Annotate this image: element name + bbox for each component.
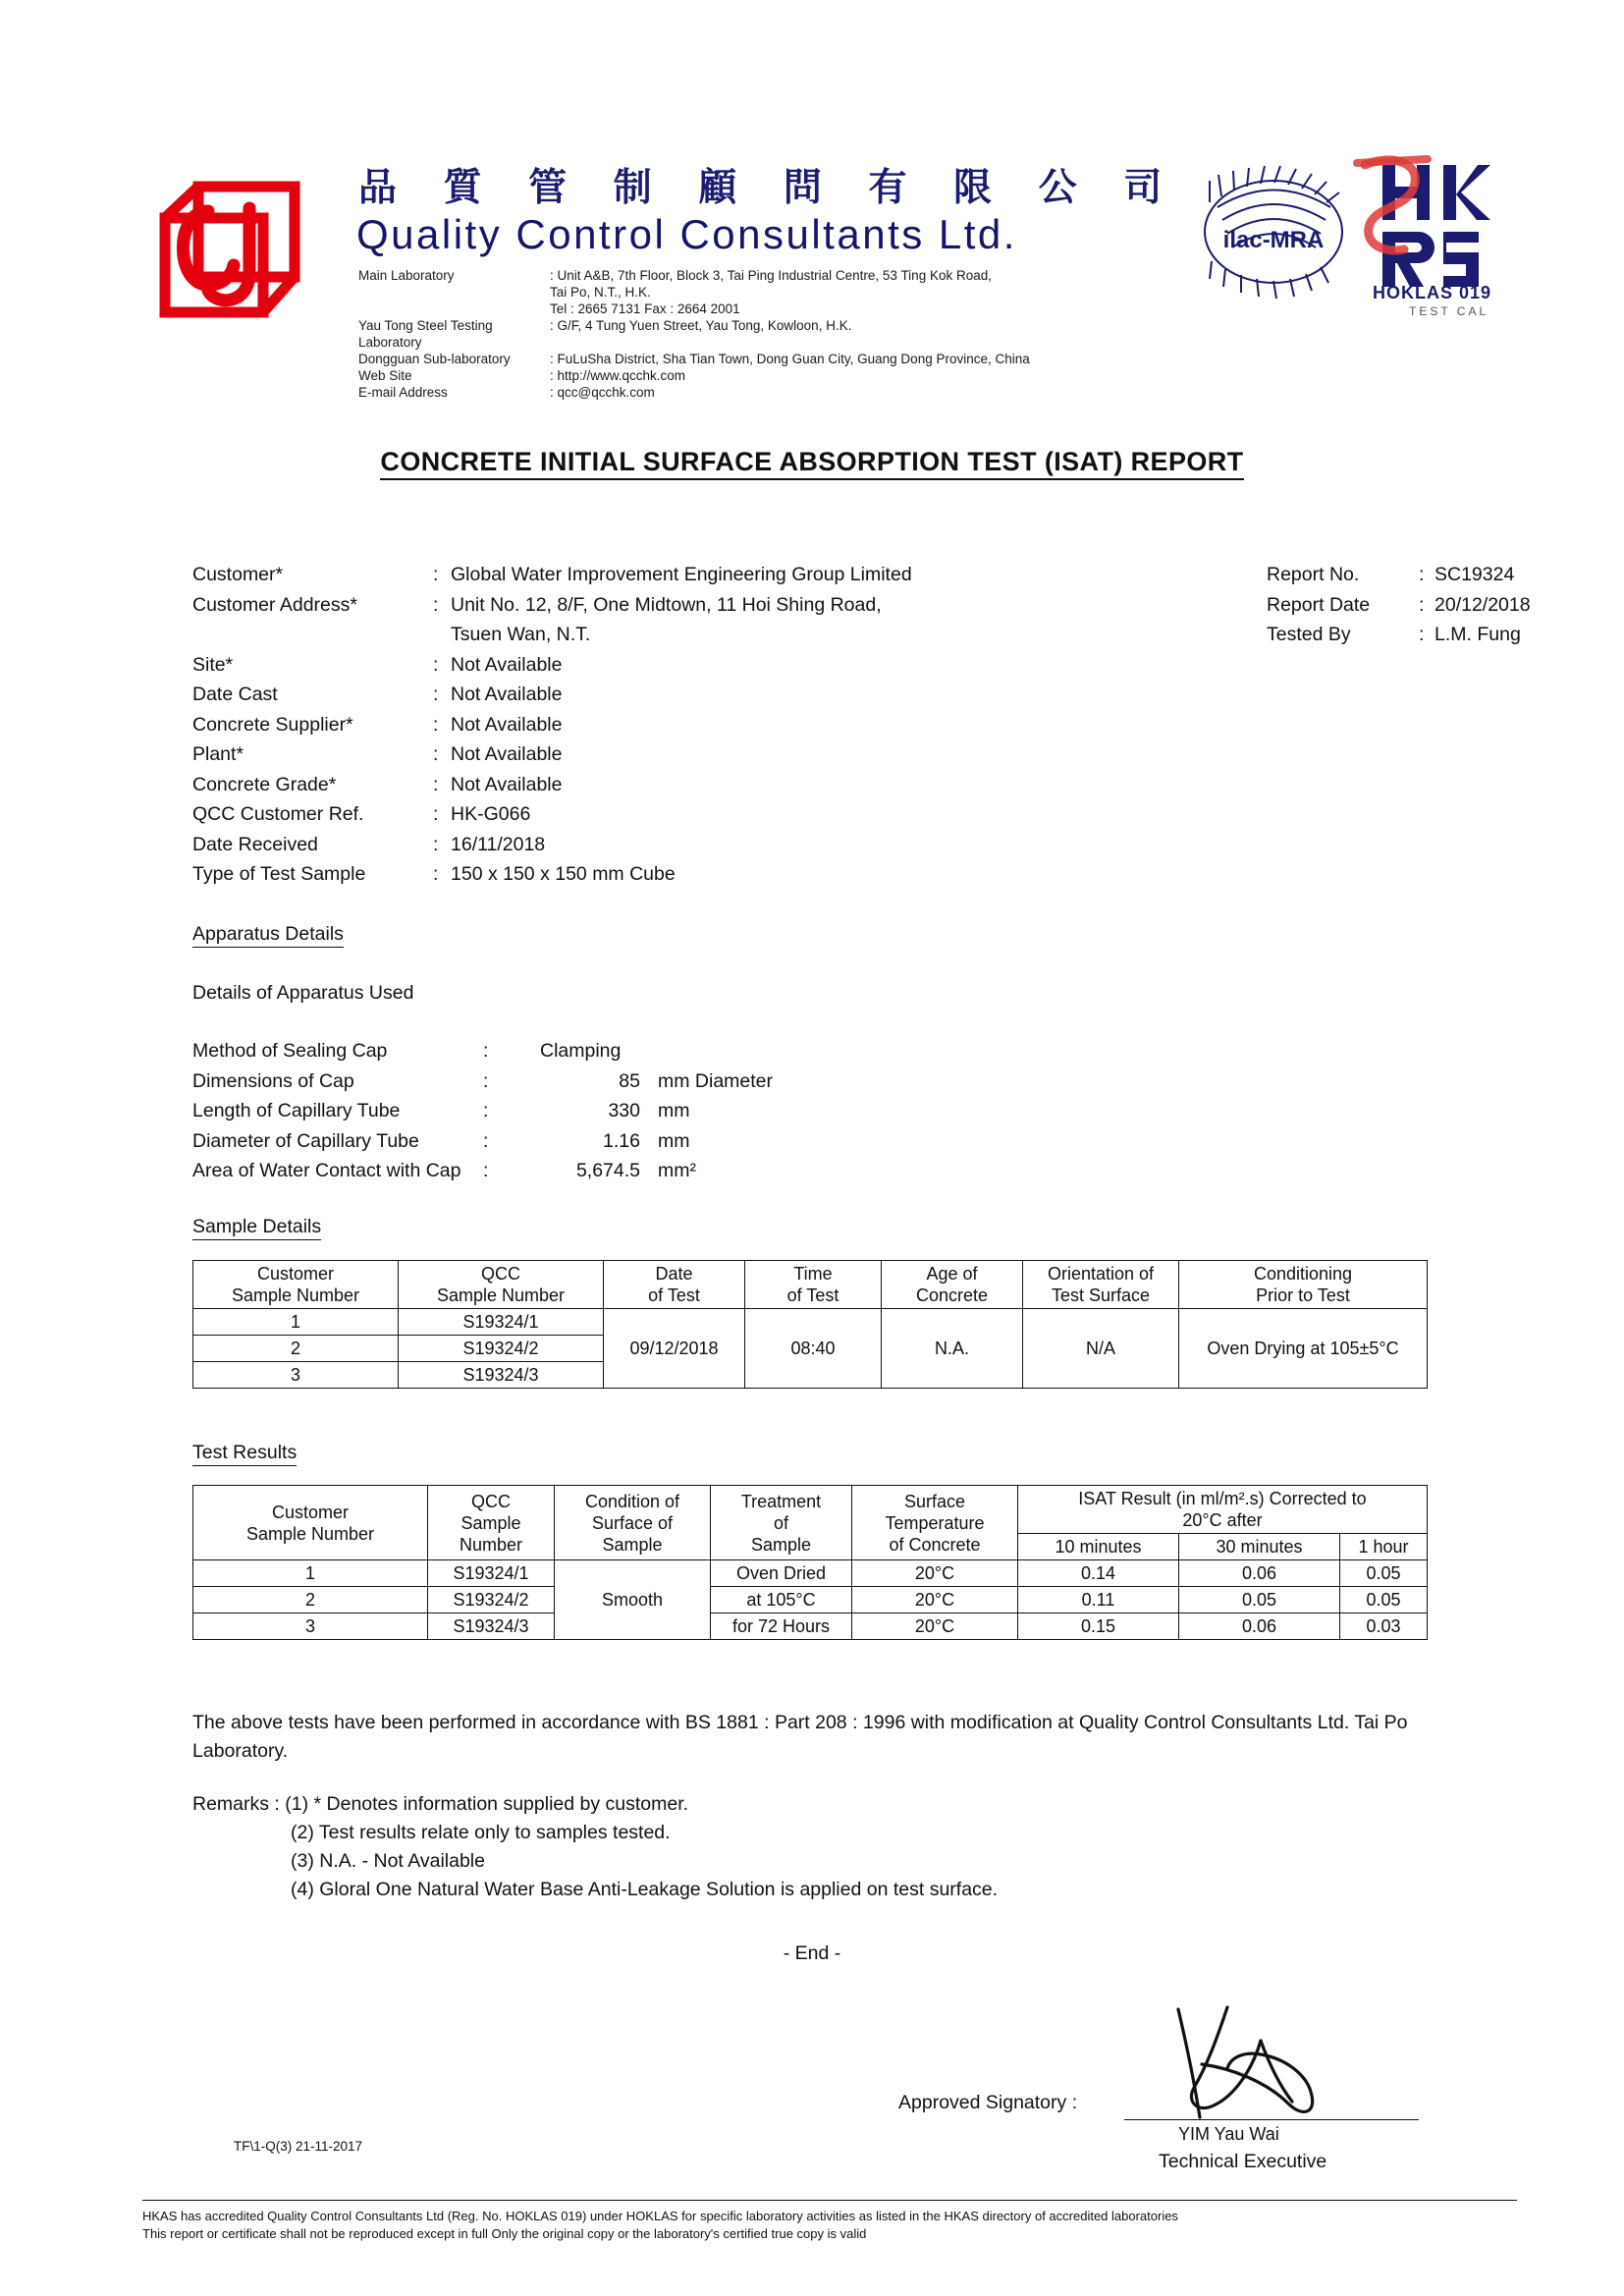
header-cell	[193, 1261, 399, 1309]
header-cell-customer-sample-number	[193, 1486, 428, 1560]
info-value: HK-G066	[451, 803, 531, 825]
cell-isat-10min: 0.15	[1018, 1613, 1179, 1640]
company-address-block	[358, 267, 1183, 401]
address-row	[358, 301, 1183, 317]
table-header-row	[193, 1486, 1428, 1534]
apparatus-colon: :	[483, 1040, 489, 1062]
apparatus-value: 1.16	[603, 1129, 640, 1152]
address-label: Main Laboratory	[358, 268, 455, 283]
address-value: : Unit A&B, 7th Floor, Block 3, Tai Ping Industrial Centre, 53 Ting Kok Road,	[550, 268, 992, 283]
report-meta-key: Report No.	[1267, 564, 1360, 585]
address-label: Web Site	[358, 368, 412, 383]
header-cell-surface-temperature	[852, 1486, 1018, 1560]
cell-treatment-line: at 105°C	[711, 1587, 852, 1613]
apparatus-row	[192, 1156, 1076, 1186]
info-value-continuation: Tsuen Wan, N.T.	[451, 624, 591, 645]
report-meta-value: SC19324	[1435, 564, 1515, 585]
address-value: : qcc@qcchk.com	[550, 385, 655, 400]
footer-line: HKAS has accredited Quality Control Consultants Ltd (Reg. No. HOKLAS 019) under HOKLAS for specific laboratory activities as listed in the HKAS directory of accredited laboratories	[142, 2209, 1178, 2223]
apparatus-key: Diameter of Capillary Tube	[192, 1129, 419, 1152]
info-key: Concrete Supplier*	[192, 713, 353, 736]
apparatus-colon: :	[483, 1160, 489, 1181]
cell-isat-30min: 0.06	[1179, 1613, 1340, 1640]
header-line: Surface of	[591, 1512, 674, 1533]
address-value: : FuLuSha District, Sha Tian Town, Dong Guan City, Guang Dong Province, China	[550, 352, 1030, 366]
info-colon: :	[433, 803, 439, 825]
header-cell-30-minutes: 30 minutes	[1179, 1534, 1340, 1560]
info-value: 16/11/2018	[451, 833, 546, 855]
address-label: E-mail Address	[358, 385, 448, 400]
cell-customer-sample-number: 2	[193, 1336, 399, 1362]
header-cell-10-minutes: 10 minutes	[1018, 1534, 1179, 1560]
info-colon: :	[433, 593, 439, 616]
header-line: Sample Number	[245, 1523, 375, 1544]
info-colon: :	[433, 833, 439, 855]
header-cell-treatment	[711, 1486, 852, 1560]
cell-isat-1hour: 0.05	[1340, 1560, 1428, 1587]
header-cell-1-hour: 1 hour	[1340, 1534, 1428, 1560]
address-value: : G/F, 4 Tung Yuen Street, Yau Tong, Kowloon, H.K.	[550, 318, 852, 333]
cell-customer-sample-number: 1	[193, 1309, 399, 1336]
cell-qcc-sample-number: S19324/2	[428, 1587, 555, 1613]
cell-age-of-concrete: N.A.	[882, 1309, 1023, 1389]
info-value: Global Water Improvement Engineering Group Limited	[451, 564, 912, 585]
header-line: Concrete	[915, 1285, 989, 1305]
header-line: Condition of	[584, 1491, 680, 1511]
cell-qcc-sample-number: S19324/2	[399, 1336, 604, 1362]
header-cell	[1179, 1261, 1428, 1309]
cell-isat-10min: 0.11	[1018, 1587, 1179, 1613]
info-colon: :	[433, 653, 439, 676]
apparatus-colon: :	[483, 1129, 489, 1152]
cell-qcc-sample-number: S19324/3	[428, 1613, 555, 1640]
signature-line	[1124, 2119, 1419, 2120]
cell-isat-30min: 0.05	[1179, 1587, 1340, 1613]
cell-customer-sample-number: 3	[193, 1362, 399, 1389]
address-value: : http://www.qcchk.com	[550, 368, 686, 383]
signatory-role: Technical Executive	[1159, 2151, 1327, 2172]
hoklas-scope-label: TEST CAL	[1409, 304, 1489, 318]
header-line: Conditioning	[1253, 1264, 1353, 1284]
header-line: Customer	[271, 1502, 350, 1522]
report-meta-value: L.M. Fung	[1435, 624, 1521, 645]
report-meta-key: Report Date	[1267, 593, 1371, 616]
info-row	[192, 739, 1076, 770]
header-line: Sample Number	[231, 1285, 360, 1305]
meta-colon: :	[1419, 593, 1425, 616]
apparatus-unit: mm Diameter	[658, 1069, 774, 1092]
apparatus-row	[192, 1066, 1076, 1097]
header-line: Customer	[256, 1264, 335, 1284]
info-row	[192, 680, 1076, 710]
info-value: Not Available	[451, 773, 563, 795]
apparatus-key: Dimensions of Cap	[192, 1069, 354, 1092]
remarks-block	[192, 1790, 1430, 1904]
document-header	[147, 157, 1502, 403]
meta-colon: :	[1419, 564, 1425, 585]
table-row	[193, 1560, 1428, 1587]
header-line: Date	[655, 1264, 693, 1284]
header-line: of	[773, 1512, 788, 1533]
header-line: 20°C after	[1182, 1510, 1263, 1530]
cell-customer-sample-number: 1	[193, 1560, 428, 1587]
cell-orientation: N/A	[1023, 1309, 1179, 1389]
address-value: Tel : 2665 7131 Fax : 2664 2001	[550, 301, 740, 316]
company-name-chinese: 品 質 管 制 顧 問 有 限 公 司	[358, 166, 1179, 210]
info-row	[192, 590, 1076, 621]
header-line: Number	[459, 1534, 523, 1555]
approved-signatory-label: Approved Signatory :	[898, 2092, 1078, 2113]
info-value: Not Available	[451, 713, 563, 736]
info-key: Type of Test Sample	[192, 863, 366, 885]
info-value: Not Available	[451, 743, 563, 765]
form-code: TF\1-Q(3) 21-11-2017	[234, 2139, 363, 2154]
header-line: Time	[793, 1264, 833, 1284]
header-cell	[882, 1261, 1023, 1309]
info-value: 150 x 150 x 150 mm Cube	[451, 863, 676, 885]
info-key: Date Cast	[192, 683, 278, 705]
info-row	[192, 560, 1076, 590]
ilac-mra-logo-icon	[1188, 163, 1360, 320]
cell-surface-temperature: 20°C	[852, 1560, 1018, 1587]
info-row	[192, 620, 1076, 650]
table-header-row	[193, 1261, 1428, 1309]
apparatus-value: 330	[608, 1100, 640, 1121]
address-label	[358, 301, 550, 317]
table-row	[193, 1587, 1428, 1613]
address-value: Tai Po, N.T., H.K.	[550, 285, 651, 300]
address-row	[358, 317, 1183, 351]
header-line: QCC	[471, 1491, 511, 1511]
header-line: of Test	[786, 1285, 839, 1305]
report-meta-row	[1267, 590, 1591, 621]
info-row	[192, 770, 1076, 800]
header-line: Surface	[903, 1491, 966, 1511]
info-row	[192, 710, 1076, 740]
apparatus-unit: mm²	[658, 1160, 696, 1181]
apparatus-row	[192, 1096, 1076, 1126]
cell-condition-of-surface: Smooth	[555, 1560, 711, 1640]
header-cell	[1023, 1261, 1179, 1309]
remarks-line: (4) Gloral One Natural Water Base Anti-Leakage Solution is applied on test surface.	[291, 1879, 999, 1900]
info-colon: :	[433, 773, 439, 795]
signature-icon	[1159, 2003, 1384, 2131]
info-key: Plant*	[192, 743, 244, 765]
info-key: QCC Customer Ref.	[192, 803, 364, 825]
info-colon: :	[433, 743, 439, 765]
info-key: Concrete Grade*	[192, 773, 337, 795]
header-cell-condition-of-surface	[555, 1486, 711, 1560]
page-footer	[142, 2200, 1517, 2243]
page-title	[0, 447, 1624, 477]
address-row	[358, 351, 1183, 367]
address-row	[358, 284, 1183, 301]
end-marker: - End -	[783, 1942, 841, 1964]
ilac-text: ilac-MRA	[1222, 227, 1325, 253]
report-meta-row	[1267, 560, 1591, 590]
header-line: Sample	[750, 1534, 812, 1555]
cell-isat-1hour: 0.03	[1340, 1613, 1428, 1640]
info-key: Customer Address*	[192, 593, 357, 616]
header-line: Sample Number	[436, 1285, 566, 1305]
report-meta-block	[1267, 560, 1591, 650]
address-label: Yau Tong Steel Testing Laboratory	[358, 318, 493, 350]
apparatus-key: Area of Water Contact with Cap	[192, 1160, 461, 1181]
info-colon: :	[433, 863, 439, 885]
info-value: Not Available	[451, 653, 563, 676]
info-row	[192, 799, 1076, 830]
info-row	[192, 859, 1076, 890]
apparatus-colon: :	[483, 1069, 489, 1092]
remarks-line: (2) Test results relate only to samples tested.	[291, 1822, 671, 1843]
cell-isat-1hour: 0.05	[1340, 1587, 1428, 1613]
cell-qcc-sample-number: S19324/1	[428, 1560, 555, 1587]
header-line: Prior to Test	[1256, 1285, 1350, 1305]
apparatus-value: 5,674.5	[575, 1160, 640, 1181]
info-colon: :	[433, 564, 439, 585]
remarks-line: (3) N.A. - Not Available	[291, 1850, 485, 1872]
test-results-table	[192, 1485, 1428, 1640]
section-heading-test-results: Test Results	[192, 1442, 297, 1466]
address-row	[358, 384, 1183, 401]
cell-qcc-sample-number: S19324/1	[399, 1309, 604, 1336]
cell-treatment-line: for 72 Hours	[711, 1613, 852, 1640]
header-line: Sample	[460, 1512, 521, 1533]
info-colon: :	[433, 713, 439, 736]
header-cell-isat-result	[1018, 1486, 1428, 1534]
info-row	[192, 650, 1076, 681]
cell-conditioning: Oven Drying at 105±5°C	[1179, 1309, 1428, 1389]
header-line: Temperature	[885, 1512, 985, 1533]
cell-customer-sample-number: 2	[193, 1587, 428, 1613]
apparatus-colon: :	[483, 1100, 489, 1121]
remarks-line: Remarks : (1) * Denotes information supplied by customer.	[192, 1793, 689, 1815]
cell-treatment-line: Oven Dried	[711, 1560, 852, 1587]
header-cell	[604, 1261, 745, 1309]
header-line: Orientation of	[1047, 1264, 1155, 1284]
report-meta-row	[1267, 620, 1591, 650]
apparatus-unit: mm	[658, 1129, 690, 1152]
table-row	[193, 1309, 1428, 1336]
header-cell-qcc-sample-number	[428, 1486, 555, 1560]
info-row	[192, 830, 1076, 860]
table-row	[193, 1613, 1428, 1640]
info-colon: :	[433, 683, 439, 705]
section-heading-sample-details: Sample Details	[192, 1216, 321, 1240]
address-row	[358, 367, 1183, 384]
company-name-english: Quality Control Consultants Ltd.	[356, 211, 1017, 257]
cell-isat-10min: 0.14	[1018, 1560, 1179, 1587]
info-key: Date Received	[192, 833, 318, 855]
apparatus-unit	[658, 1036, 1076, 1066]
header-line: Test Surface	[1051, 1285, 1151, 1305]
signatory-name: YIM Yau Wai	[1178, 2124, 1279, 2144]
info-key: Customer*	[192, 564, 284, 585]
sample-details-table	[192, 1260, 1428, 1389]
apparatus-row	[192, 1126, 1076, 1157]
cell-time-of-test: 08:40	[745, 1309, 882, 1389]
address-label	[358, 284, 550, 301]
info-value: Unit No. 12, 8/F, One Midtown, 11 Hoi Shing Road,	[451, 593, 882, 616]
cell-surface-temperature: 20°C	[852, 1587, 1018, 1613]
info-value: Not Available	[451, 683, 563, 705]
cell-surface-temperature: 20°C	[852, 1613, 1018, 1640]
page-title-text: CONCRETE INITIAL SURFACE ABSORPTION TEST (ISAT) REPORT	[380, 447, 1243, 480]
header-cell	[399, 1261, 604, 1309]
apparatus-value: 85	[619, 1069, 640, 1092]
cell-qcc-sample-number: S19324/3	[399, 1362, 604, 1389]
meta-colon: :	[1419, 624, 1425, 645]
address-label: Dongguan Sub-laboratory	[358, 352, 511, 366]
header-line: Treatment	[740, 1491, 822, 1511]
hoklas-accreditation-number: HOKLAS 019	[1373, 283, 1492, 302]
header-cell	[745, 1261, 882, 1309]
header-line: of Test	[648, 1285, 700, 1305]
apparatus-key: Length of Capillary Tube	[192, 1100, 401, 1121]
apparatus-key: Method of Sealing Cap	[192, 1040, 388, 1062]
header-line: QCC	[481, 1264, 520, 1284]
info-key: Site*	[192, 653, 234, 676]
footer-line: This report or certificate shall not be reproduced except in full Only the original copy or the laboratory's certified true copy is valid	[142, 2226, 867, 2241]
apparatus-value: Clamping	[540, 1040, 622, 1062]
header-line: Age of	[926, 1264, 978, 1284]
apparatus-unit: mm	[658, 1100, 690, 1121]
apparatus-details-block	[192, 1036, 1076, 1186]
report-meta-key: Tested By	[1267, 624, 1351, 645]
cell-customer-sample-number: 3	[193, 1613, 428, 1640]
header-line: Sample	[602, 1534, 663, 1555]
standards-statement: The above tests have been performed in accordance with BS 1881 : Part 208 : 1996 with modification at Quality Control Consultants Ltd. Tai Po Laboratory.	[192, 1712, 1408, 1762]
header-line: of Concrete	[889, 1534, 981, 1555]
report-meta-value: 20/12/2018	[1435, 593, 1531, 616]
section-heading-apparatus: Apparatus Details	[192, 923, 344, 948]
customer-info-block	[192, 560, 1076, 890]
apparatus-lead-text: Details of Apparatus Used	[192, 982, 414, 1004]
cell-date-of-test: 09/12/2018	[604, 1309, 745, 1389]
address-row	[358, 267, 1183, 284]
qcc-logo-icon	[147, 167, 314, 354]
apparatus-row	[192, 1036, 1076, 1066]
cell-isat-30min: 0.06	[1179, 1560, 1340, 1587]
header-line: ISAT Result (in ml/m².s) Corrected to	[1078, 1489, 1367, 1508]
